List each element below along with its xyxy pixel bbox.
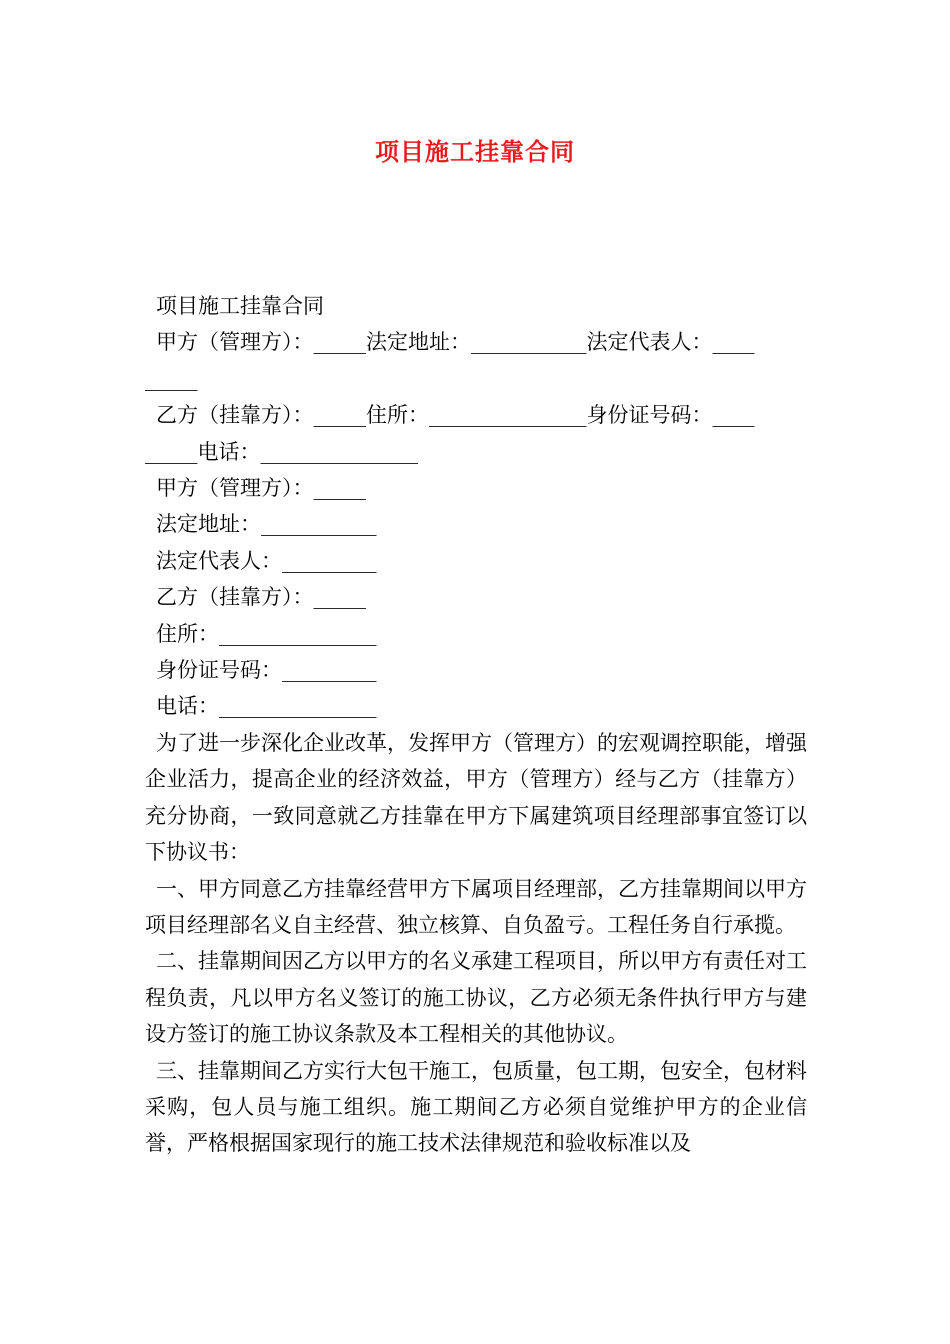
field-phone: 电话：_______________	[156, 694, 377, 719]
party-b-header-continuation: _____电话：_______________	[145, 439, 418, 464]
paragraph-clause-1: 一、甲方同意乙方挂靠经营甲方下属项目经理部，乙方挂靠期间以甲方项目经理部名义自主经营、独立核算、自负盈亏。工程任务自行承揽。	[145, 876, 807, 937]
contract-subtitle: 项目施工挂靠合同	[156, 294, 324, 318]
field-party-a: 甲方（管理方）：_____	[156, 476, 366, 501]
paragraph-clause-3: 三、挂靠期间乙方实行大包干施工，包质量，包工期，包安全，包材料采购，包人员与施工组织。施工期间乙方必须自觉维护甲方的企业信誉，严格根据国家现行的施工技术法律规范和验收标准以及	[145, 1058, 807, 1156]
field-legal-address: 法定地址：___________	[156, 512, 377, 537]
field-id-number: 身份证号码：_________	[156, 658, 377, 683]
party-a-header-continuation: _____	[145, 366, 198, 391]
field-legal-representative: 法定代表人：_________	[156, 548, 377, 573]
field-residence: 住所：_______________	[156, 621, 377, 646]
document-title: 项目施工挂靠合同	[375, 137, 575, 166]
party-a-header-line: 甲方（管理方）：_____法定地址：___________法定代表人：____	[156, 330, 755, 355]
field-party-b: 乙方（挂靠方）：_____	[156, 585, 366, 610]
party-b-header-line: 乙方（挂靠方）：_____住所：_______________身份证号码：____	[156, 403, 755, 428]
document-body	[145, 288, 807, 1162]
paragraph-clause-2: 二、挂靠期间因乙方以甲方的名义承建工程项目，所以甲方有责任对工程负责，凡以甲方名义签订的施工协议，乙方必须无条件执行甲方与建设方签订的施工协议条款及本工程相关的其他协议。	[145, 949, 807, 1047]
paragraph-preamble: 为了进一步深化企业改革，发挥甲方（管理方）的宏观调控职能，增强企业活力，提高企业的经济效益，甲方（管理方）经与乙方（挂靠方）充分协商，一致同意就乙方挂靠在甲方下属建筑项目经理部事宜签订以下协议书：	[145, 730, 807, 865]
